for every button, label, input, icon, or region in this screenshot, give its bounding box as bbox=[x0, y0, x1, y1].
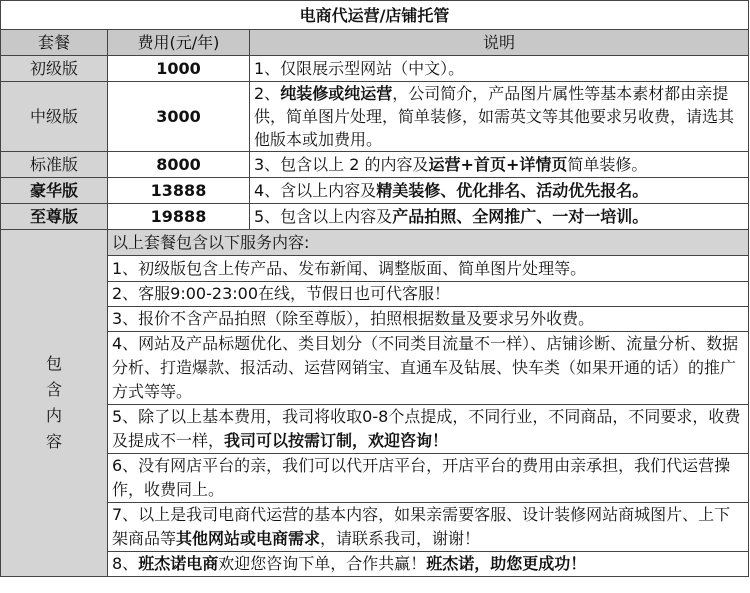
text: 1、初级版包含上传产品、发布新闻、调整版面、简单图片处理等。 bbox=[112, 258, 587, 278]
service-item bbox=[108, 503, 749, 552]
service-item bbox=[108, 307, 749, 332]
service-item bbox=[108, 332, 749, 405]
text: 4、网站及产品标题优化、类目划分（不同类目流量不一样）、店铺诊断、流量分析、数据分析、打造爆款、报活动、运营网销宝、直通车及钻展、快车类（如果开通的话）的推广方式等等。 bbox=[112, 334, 739, 401]
package-price: 1000 bbox=[108, 56, 250, 82]
bold-text: 精美装修、优化排名、活动优先报名。 bbox=[376, 181, 649, 200]
service-row bbox=[1, 552, 749, 577]
package-name: 初级版 bbox=[1, 56, 108, 82]
package-price: 8000 bbox=[108, 152, 250, 178]
text: 8、 bbox=[112, 554, 139, 573]
bold-text: 运营+首页+详情页 bbox=[428, 155, 568, 174]
bold-text: 产品拍照、全网推广、一对一培训。 bbox=[392, 207, 649, 226]
bold-text: 班杰诺电商 bbox=[138, 554, 219, 573]
package-row bbox=[1, 82, 749, 152]
text: 3、包含以上 2 的内容及 bbox=[254, 155, 429, 174]
service-row bbox=[1, 332, 749, 405]
text: 简单装修。 bbox=[567, 155, 648, 174]
service-item bbox=[108, 282, 749, 307]
package-description bbox=[250, 204, 749, 230]
table-title: 电商代运营/店铺托管 bbox=[1, 1, 749, 30]
service-row bbox=[1, 256, 749, 282]
services-intro: 以上套餐包含以下服务内容: bbox=[108, 230, 749, 256]
package-description bbox=[250, 152, 749, 178]
package-price: 13888 bbox=[108, 178, 250, 204]
header-package: 套餐 bbox=[1, 30, 108, 56]
package-name: 豪华版 bbox=[1, 178, 108, 204]
header-fee: 费用(元/年) bbox=[108, 30, 250, 56]
include-label-char: 含 bbox=[45, 380, 62, 399]
text: 欢迎您咨询下单，合作共赢！ bbox=[218, 554, 427, 573]
text: 4、含以上内容及 bbox=[254, 181, 377, 200]
include-label-char: 容 bbox=[45, 432, 62, 451]
package-description bbox=[250, 178, 749, 204]
package-name: 标准版 bbox=[1, 152, 108, 178]
service-item bbox=[108, 405, 749, 454]
package-description bbox=[250, 82, 749, 152]
package-description bbox=[250, 56, 749, 82]
text: 6、没有网店平台的亲，我们可以代开店平台，开店平台的费用由亲承担，我们代运营操作，收费同上。 bbox=[112, 456, 731, 499]
text: ，请联系我司，谢谢！ bbox=[320, 529, 481, 548]
service-item bbox=[108, 552, 749, 577]
package-name: 中级版 bbox=[1, 82, 108, 152]
package-price: 3000 bbox=[108, 82, 250, 152]
bold-text: 班杰诺，助您更成功！ bbox=[426, 554, 587, 573]
text: 3、报价不含产品拍照（除至尊版），拍照根据数量及要求另外收费。 bbox=[112, 309, 595, 328]
text: 2、 bbox=[254, 84, 281, 103]
service-row bbox=[1, 405, 749, 454]
package-price: 19888 bbox=[108, 204, 250, 230]
service-row bbox=[1, 503, 749, 552]
text: 2、客服9:00-23:00在线，节假日也可代客服！ bbox=[112, 284, 450, 303]
package-row bbox=[1, 204, 749, 230]
service-item bbox=[108, 454, 749, 503]
package-row bbox=[1, 178, 749, 204]
header-description: 说明 bbox=[250, 30, 749, 56]
service-item bbox=[108, 256, 749, 282]
text: 7、以上是我司电商代运营的基本内容，如果亲需要客服、设计装修网站商城图片、上下架商品等 bbox=[112, 505, 731, 548]
include-label bbox=[1, 230, 108, 577]
bold-text: 纯装修或纯运营 bbox=[280, 84, 393, 103]
service-row bbox=[1, 282, 749, 307]
bold-text: 其他网站或电商需求 bbox=[176, 529, 321, 548]
package-name: 至尊版 bbox=[1, 204, 108, 230]
package-row bbox=[1, 56, 749, 82]
text: ，公司简介，产品图片属性等基本素材都由亲提供，简单图片处理，简单装修，如需英文等其他要求另收费，请选其他版本或加费用。 bbox=[254, 84, 735, 149]
bold-text: 我司可以按需订制，欢迎咨询！ bbox=[224, 431, 449, 450]
service-row bbox=[1, 454, 749, 503]
include-label-char: 包 bbox=[45, 354, 62, 373]
include-label-char: 内 bbox=[45, 406, 62, 425]
service-row bbox=[1, 307, 749, 332]
package-row bbox=[1, 152, 749, 178]
text: 5、除了以上基本费用，我司将收取0-8个点提成，不同行业，不同商品，不同要求，收费及提成不一样， bbox=[112, 407, 741, 450]
text: 1、仅限展示型网站（中文）。 bbox=[254, 59, 465, 78]
text: 5、包含以上内容及 bbox=[254, 207, 393, 226]
